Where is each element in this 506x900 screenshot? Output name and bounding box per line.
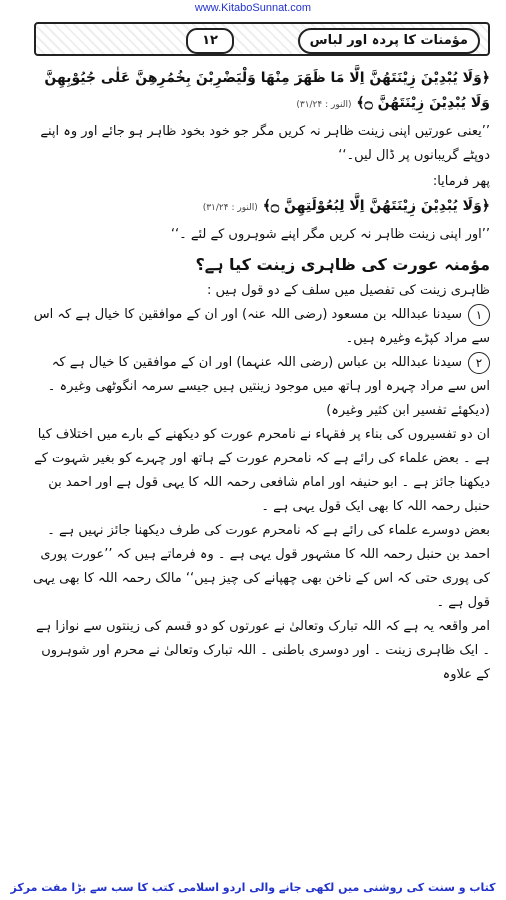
item-2-number: ۲ — [468, 352, 490, 374]
running-title: مؤمنات کا پردہ اور لباس — [298, 28, 480, 54]
list-item-2 — [30, 351, 490, 423]
section-heading: مؤمنہ عورت کی ظاہری زینت کیا ہے؟ — [195, 255, 490, 274]
site-url[interactable]: www.KitaboSunnat.com — [194, 2, 312, 14]
translation-1: ’’یعنی عورتیں اپنی زینت ظاہر نہ کریں مگر جو خود بخود ظاہر ہو جائے اور وہ اپنے دوپٹے گریبانوں پر ڈال لیں۔‘‘ — [40, 124, 490, 163]
page-header-banner — [34, 22, 490, 56]
page-body — [30, 66, 490, 687]
intro-line: ظاہری زینت کی تفصیل میں سلف کے دو قول ہیں : — [207, 283, 490, 298]
paragraph-3: امر واقعہ یہ ہے کہ اللہ تبارک وتعالیٰ نے عورتوں کو دو قسم کی زینتوں سے نوازا ہے ۔ ایک ظاہری زینت ۔ اور دوسری باطنی ۔ اللہ تبارک وتعالیٰ نے محرم اور شوہروں کے علاوہ — [35, 619, 490, 682]
list-item-1 — [30, 303, 490, 351]
verse-2-text: ﴿وَلَا يُبْدِيْنَ زِيْنَتَهُنَّ اِلَّا لِبُعُوْلَتِهِنَّ ۝﴾ — [262, 198, 490, 214]
item-1-text: سیدنا عبداللہ بن مسعود (رضی اللہ عنہ) اور ان کے موافقین کا خیال ہے کہ اس سے مراد کپڑے وغیرہ ہیں۔ — [33, 307, 490, 346]
then-said-label: پھر فرمایا: — [432, 174, 490, 189]
quran-verse-2 — [30, 194, 490, 221]
verse-1-reference: (النور : ۳۱/۲۴) — [296, 100, 352, 110]
item-2-text: سیدنا عبداللہ بن عباس (رضی اللہ عنہما) اور ان کے موافقین کا خیال ہے کہ اس سے مراد چہرہ اور ہاتھ میں موجود زینتیں ہیں جیسے سرمہ انگوٹھی وغیرہ ۔ (دیکھئے تفسیر ابن کثیر وغیرہ) — [47, 355, 490, 418]
page-number: ۱۲ — [186, 28, 234, 54]
verse-1-text: ﴿وَلَا يُبْدِيْنَ زِيْنَتَهُنَّ اِلَّا مَا ظَهَرَ مِنْهَا وَلْيَضْرِبْنَ بِخُمُرِهِنَّ عَلٰى جُيُوْبِهِنَّ وَلَا يُبْدِيْنَ زِيْنَتَهُنَّ ۝﴾ — [44, 70, 490, 111]
paragraph-1: ان دو تفسیروں کی بناء پر فقہاء نے نامحرم عورت کو دیکھنے کے بارے میں اختلاف کیا ہے ۔ بعض علماء کی رائے ہے کہ نامحرم عورت کے ہاتھ اور چہرے کو بغیر شہوت کے دیکھنا جائز ہے ۔ ابو حنیفہ اور امام شافعی رحمہ اللہ کا یہی قول ہے اور احمد بن حنبل رحمہ اللہ کا بھی ایک قول یہی ہے ۔ — [34, 427, 490, 514]
quran-verse-1 — [30, 66, 490, 118]
paragraph-2: بعض دوسرے علماء کی رائے ہے کہ نامحرم عورت کی طرف دیکھنا جائز نہیں ہے ۔ احمد بن حنبل رحمہ اللہ کا مشہور قول یہی ہے ۔ وہ فرماتے ہیں کہ ’’عورت پوری کی پوری حتی کہ اس کے ناخن بھی چھپانے کی چیز ہیں‘‘ مالک رحمہ اللہ کا بھی یہی قول ہے ۔ — [32, 523, 490, 610]
site-footer-tagline: کتاب و سنت کی روشنی میں لکھی جانے والی اردو اسلامی کتب کا سب سے بڑا مفت مرکز — [10, 881, 496, 894]
translation-2: ’’اور اپنی زینت ظاہر نہ کریں مگر اپنے شوہروں کے لئے ۔‘‘ — [170, 227, 490, 242]
verse-2-reference: (النور : ۳۱/۲۴) — [202, 203, 258, 213]
item-1-number: ۱ — [468, 304, 490, 326]
